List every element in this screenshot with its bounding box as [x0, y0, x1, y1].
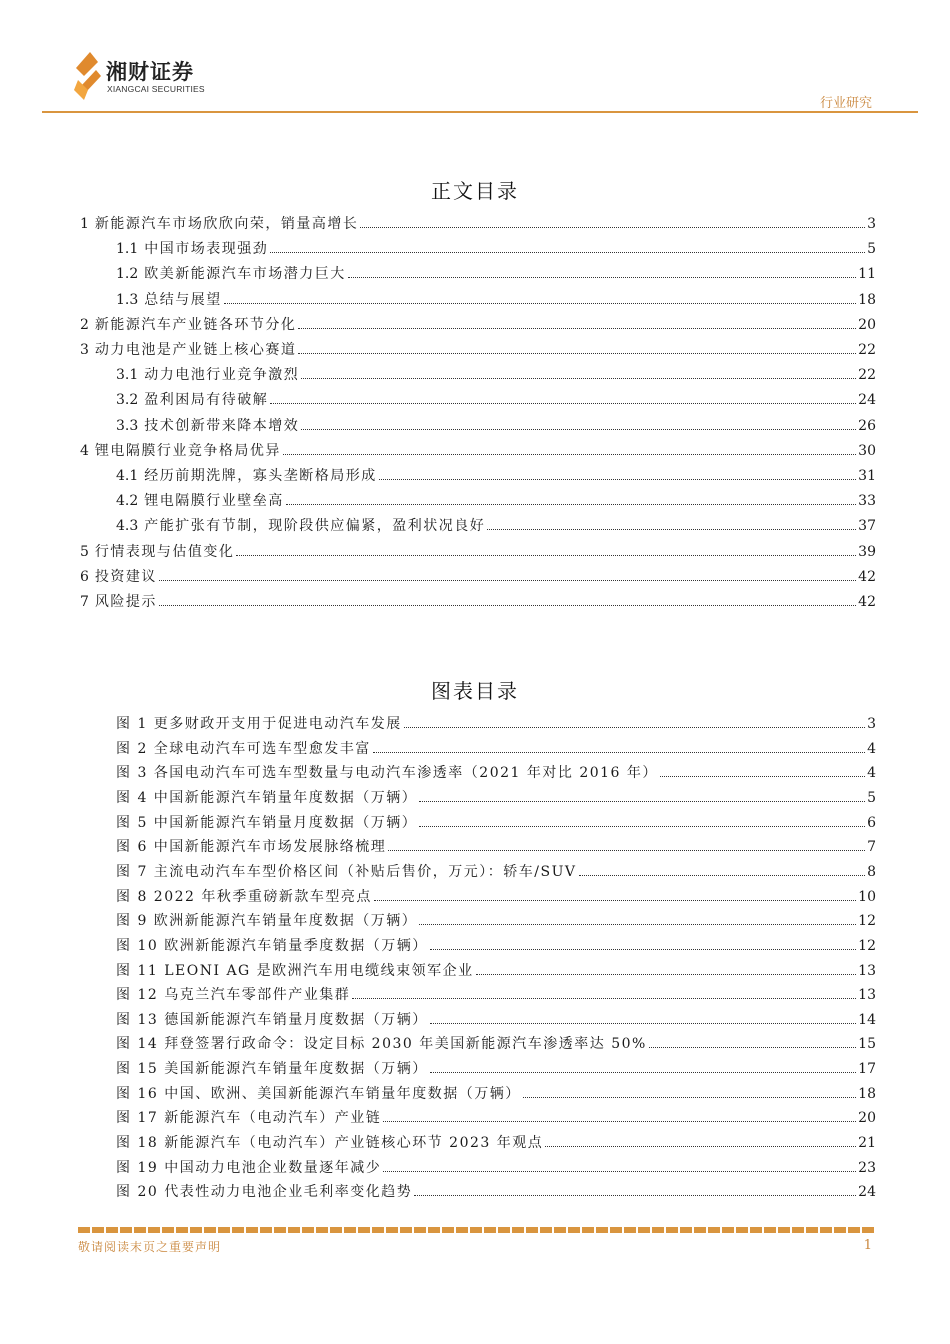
toc-title: 正文目录: [431, 179, 519, 203]
figure-entry[interactable]: [116, 911, 876, 931]
toc-entry[interactable]: [116, 466, 876, 486]
figure-entry-label: 图 6 中国新能源汽车市场发展脉络梳理: [116, 839, 387, 856]
toc-entry-label: 总结与展望: [144, 291, 222, 308]
figure-entry-page: 23: [858, 1159, 876, 1176]
figure-entry-label: 图 2 全球电动汽车可选车型愈发丰富: [116, 740, 371, 757]
toc-entry[interactable]: [116, 365, 876, 385]
toc-entry[interactable]: [116, 390, 876, 410]
toc-entry-number: 2: [80, 316, 89, 333]
toc-entry-page: 5: [867, 241, 876, 258]
toc-leader-dots: [298, 352, 856, 354]
figure-entry-page: 15: [858, 1036, 876, 1053]
toc-entry-page: 18: [858, 291, 876, 308]
toc-entry-page: 39: [858, 543, 876, 560]
xiangcai-logo-icon: [74, 50, 102, 102]
logo-company-name: 湘财证券: [106, 60, 194, 84]
toc-entry-label: 动力电池是产业链上核心赛道: [94, 342, 297, 358]
toc-entry-page: 37: [858, 518, 876, 535]
figure-entry[interactable]: [116, 739, 876, 759]
figure-entry-page: 7: [867, 839, 876, 856]
figure-entry-label: 图 9 欧洲新能源汽车销量年度数据（万辆）: [116, 913, 418, 930]
figure-leader-dots: [373, 751, 865, 753]
toc-leader-dots: [224, 302, 856, 304]
toc-entry[interactable]: [116, 239, 876, 259]
figure-entry-page: 18: [858, 1085, 876, 1102]
toc-entry[interactable]: [116, 516, 876, 536]
figure-entry-label: 图 4 中国新能源汽车销量年度数据（万辆）: [116, 789, 418, 806]
toc-leader-dots: [159, 604, 856, 606]
toc-leader-dots: [159, 579, 856, 581]
footer-divider: [78, 1227, 876, 1233]
toc-entry-number: 1: [80, 216, 89, 232]
figure-entry-page: 13: [858, 962, 876, 979]
figure-leader-dots: [352, 997, 856, 999]
figure-entry-page: 17: [858, 1061, 876, 1078]
figure-entry-label: 图 17 新能源汽车（电动汽车）产业链: [116, 1110, 382, 1127]
toc-leader-dots: [270, 402, 856, 404]
toc-leader-dots: [270, 251, 865, 253]
figure-entry[interactable]: [116, 887, 876, 907]
figure-entry[interactable]: [116, 862, 876, 882]
toc-entry-number: 6: [80, 568, 89, 585]
toc-entry-number: 1.2: [116, 266, 139, 283]
toc-entry[interactable]: [80, 315, 876, 335]
report-category: 行业研究: [819, 96, 872, 111]
figure-entry-label: 图 11 LEONI AG 是欧洲汽车用电缆线束领军企业: [116, 962, 474, 979]
toc-entry-label: 新能源汽车市场欣欣向荣，销量高增长: [94, 216, 359, 232]
figure-entry-page: 21: [858, 1135, 876, 1152]
toc-entry-page: 26: [858, 417, 876, 434]
figure-entry[interactable]: [116, 1059, 876, 1079]
figure-entry-label: 图 14 拜登签署行政命令：设定目标 2030 年美国新能源汽车渗透率达 50%: [116, 1036, 647, 1053]
figure-entry-label: 图 8 2022 年秋季重磅新款车型亮点: [116, 888, 372, 905]
toc-leader-dots: [298, 327, 856, 329]
figure-leader-dots: [545, 1145, 856, 1147]
figure-entry-page: 6: [867, 814, 876, 831]
toc-leader-dots: [283, 453, 856, 455]
toc-entry-page: 42: [858, 568, 876, 585]
figure-entry-page: 13: [858, 987, 876, 1004]
toc-leader-dots: [301, 377, 856, 379]
toc-entry-number: 3: [80, 342, 89, 358]
toc-entry-number: 3.3: [116, 417, 139, 434]
toc-leader-dots: [379, 478, 856, 480]
figure-entry[interactable]: [116, 714, 876, 734]
toc-entry-page: 11: [858, 266, 876, 283]
toc-entry-label: 行情表现与估值变化: [94, 543, 235, 560]
toc-entry[interactable]: [80, 441, 876, 461]
toc-entry-label: 风险提示: [94, 594, 157, 610]
figure-entry[interactable]: [116, 985, 876, 1005]
figure-leader-dots: [430, 1022, 856, 1024]
toc-entry-label: 中国市场表现强劲: [144, 241, 269, 258]
toc-entry-page: 3: [867, 216, 876, 232]
figure-entry-label: 图 13 德国新能源汽车销量月度数据（万辆）: [116, 1011, 428, 1028]
toc-leader-dots: [236, 554, 856, 556]
toc-leader-dots: [487, 528, 856, 530]
figure-entry-page: 12: [858, 937, 876, 954]
toc-entry-label: 经历前期洗牌，寡头垄断格局形成: [144, 468, 377, 484]
toc-entry-page: 33: [858, 493, 876, 510]
toc-entry-page: 24: [858, 392, 876, 409]
figure-entry-label: 图 7 主流电动汽车车型价格区间（补贴后售价，万元）：轿车/SUV: [116, 863, 577, 880]
toc-entry-number: 1.1: [116, 241, 139, 258]
toc-entry-label: 欧美新能源汽车市场潜力巨大: [144, 266, 346, 283]
toc-entry[interactable]: [80, 214, 876, 234]
figure-entry-page: 12: [858, 913, 876, 930]
toc-entry-label: 锂电隔膜行业壁垒高: [144, 493, 284, 510]
toc-entry-number: 3.2: [116, 392, 139, 409]
toc-leader-dots: [348, 276, 856, 278]
toc-entry-number: 4: [80, 442, 89, 459]
toc-entry-label: 动力电池行业竞争激烈: [144, 367, 300, 384]
toc-entry-number: 7: [80, 594, 89, 610]
figure-leader-dots: [660, 775, 865, 777]
figure-leader-dots: [419, 923, 856, 925]
figure-entry-page: 20: [858, 1110, 876, 1127]
figure-entry-label: 图 12 乌克兰汽车零部件产业集群: [116, 987, 351, 1004]
toc-entry-label: 盈利困局有待破解: [144, 392, 269, 409]
figure-entry[interactable]: [116, 813, 876, 833]
figure-entry-label: 图 19 中国动力电池企业数量逐年减少: [116, 1159, 382, 1176]
toc-entry-number: 4.1: [116, 468, 139, 484]
figure-entry-page: 14: [858, 1011, 876, 1028]
figure-entry-page: 3: [867, 716, 876, 732]
toc-leader-dots: [360, 226, 865, 228]
toc-leader-dots: [301, 428, 856, 430]
figure-entry-page: 4: [867, 765, 876, 782]
figure-leader-dots: [430, 948, 856, 950]
figure-leader-dots: [419, 825, 865, 827]
toc-entry-page: 31: [858, 468, 876, 484]
figure-leader-dots: [649, 1046, 856, 1048]
figure-entry-label: 图 16 中国、欧洲、美国新能源汽车销量年度数据（万辆）: [116, 1085, 521, 1102]
toc-entry-label: 技术创新带来降本增效: [144, 417, 300, 434]
figure-leader-dots: [383, 1170, 856, 1172]
figure-entry-label: 图 3 各国电动汽车可选车型数量与电动汽车渗透率（2021 年对比 2016 年）: [116, 765, 658, 782]
figure-entry[interactable]: [116, 1158, 876, 1178]
figure-leader-dots: [523, 1096, 856, 1098]
toc-entry-number: 4.2: [116, 493, 139, 510]
figure-entry[interactable]: [116, 1010, 876, 1030]
toc-leader-dots: [286, 503, 856, 505]
toc-entry-page: 30: [858, 442, 876, 459]
figure-entry[interactable]: [116, 936, 876, 956]
toc-entry[interactable]: [80, 542, 876, 562]
figure-entry-page: 8: [867, 863, 876, 880]
figure-entry[interactable]: [116, 788, 876, 808]
figure-entry[interactable]: [116, 1182, 876, 1202]
figure-leader-dots: [476, 973, 856, 975]
figure-leader-dots: [419, 800, 865, 802]
toc-entry-number: 4.3: [116, 518, 139, 535]
toc-entry-number: 3.1: [116, 367, 139, 384]
header-divider: [42, 111, 918, 113]
figure-leader-dots: [579, 874, 866, 876]
figure-entry[interactable]: [116, 1034, 876, 1054]
figure-entry-page: 10: [858, 888, 876, 905]
figure-entry-page: 24: [858, 1184, 876, 1201]
figure-leader-dots: [430, 1071, 856, 1073]
toc-entry[interactable]: [116, 264, 876, 284]
figure-leader-dots: [414, 1194, 856, 1196]
figure-entry[interactable]: [116, 763, 876, 783]
toc-entry-page: 22: [858, 342, 876, 358]
figure-entry-label: 图 5 中国新能源汽车销量月度数据（万辆）: [116, 814, 418, 831]
toc-entry[interactable]: [80, 567, 876, 587]
toc-entry-label: 投资建议: [94, 568, 157, 585]
figures-title: 图表目录: [431, 679, 519, 703]
figure-entry-label: 图 18 新能源汽车（电动汽车）产业链核心环节 2023 年观点: [116, 1135, 544, 1152]
toc-entry-number: 1.3: [116, 291, 139, 308]
figure-entry[interactable]: [116, 1108, 876, 1128]
figure-leader-dots: [383, 1120, 856, 1122]
figure-entry[interactable]: [116, 837, 876, 857]
figure-entry-label: 图 1 更多财政开支用于促进电动汽车发展: [116, 716, 402, 732]
figure-entry-page: 5: [867, 789, 876, 806]
page-header: [0, 0, 950, 115]
toc-entry[interactable]: [116, 416, 876, 436]
toc-entry-label: 产能扩张有节制，现阶段供应偏紧，盈利状况良好: [144, 518, 486, 535]
toc-entry-page: 42: [858, 594, 876, 610]
figure-entry-page: 4: [867, 740, 876, 757]
toc-entry[interactable]: [80, 592, 876, 612]
footer-disclaimer: 敬请阅读末页之重要声明: [78, 1240, 222, 1254]
toc-entry-page: 22: [858, 367, 876, 384]
toc-entry[interactable]: [80, 340, 876, 360]
figure-leader-dots: [388, 849, 865, 851]
toc-entry-label: 锂电隔膜行业竞争格局优异: [94, 442, 281, 459]
toc-entry[interactable]: [116, 290, 876, 310]
figure-entry-label: 图 20 代表性动力电池企业毛利率变化趋势: [116, 1184, 413, 1201]
toc-entry-number: 5: [80, 543, 89, 560]
figure-leader-dots: [374, 899, 856, 901]
figure-entry[interactable]: [116, 1133, 876, 1153]
figure-entry[interactable]: [116, 1084, 876, 1104]
figure-entry-label: 图 10 欧洲新能源汽车销量季度数据（万辆）: [116, 937, 428, 954]
figure-leader-dots: [404, 726, 865, 728]
page-number: 1: [863, 1238, 872, 1253]
figure-entry[interactable]: [116, 961, 876, 981]
toc-entry-page: 20: [858, 316, 876, 333]
logo-company-name-en: XIANGCAI SECURITIES: [107, 84, 205, 94]
toc-entry-label: 新能源汽车产业链各环节分化: [94, 316, 297, 333]
figure-entry-label: 图 15 美国新能源汽车销量年度数据（万辆）: [116, 1061, 428, 1078]
toc-entry[interactable]: [116, 491, 876, 511]
